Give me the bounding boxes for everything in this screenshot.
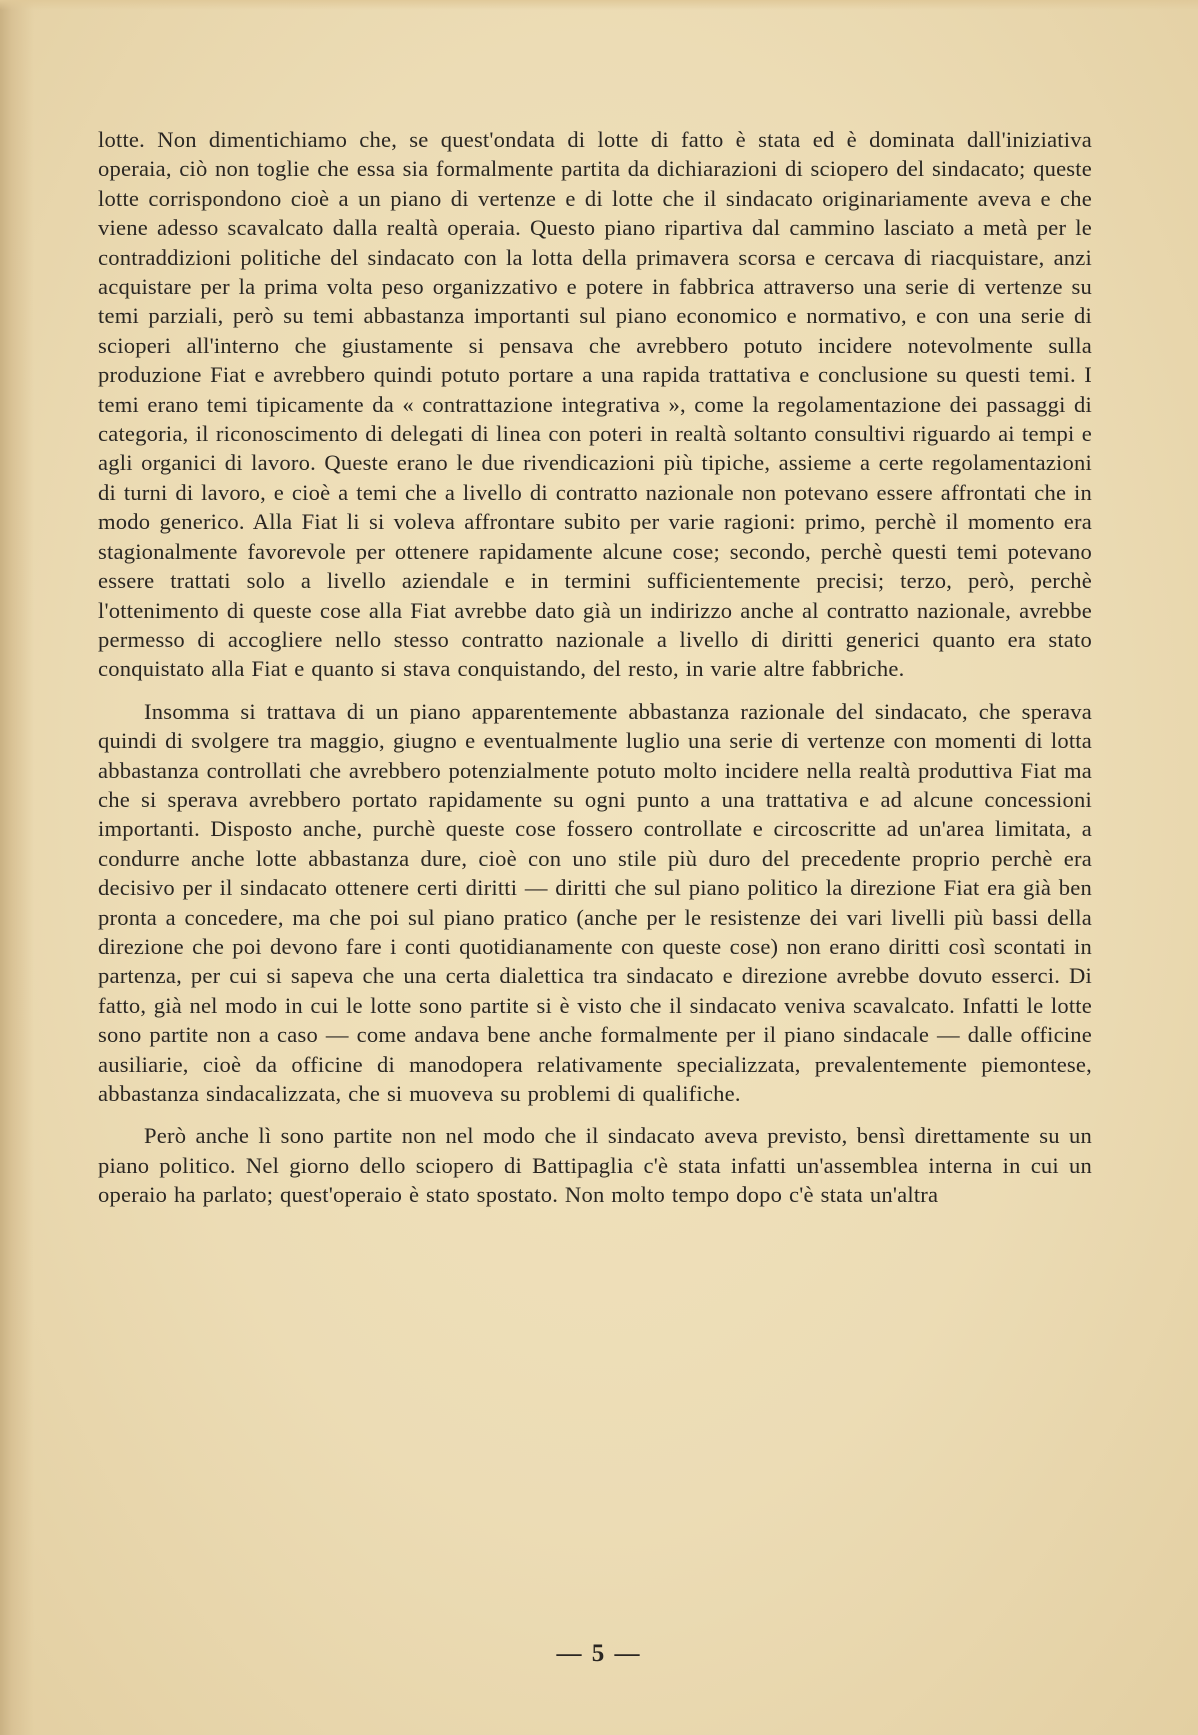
paragraph-1: lotte. Non dimentichiamo che, se quest'ondata di lotte di fatto è stata ed è dominata dall'iniziativa operaia, ciò non toglie che essa sia formalmente partita da dichiarazioni di sciopero del sindacato; queste lotte corrispondono cioè a un piano di vertenze e di lotte che il sindacato originariamente aveva e che viene adesso scavalcato dalla realtà operaia. Questo piano ripartiva dal cammino lasciato a metà per le contraddizioni politiche del sindacato con la lotta della primavera scorsa e cercava di riacquistare, anzi acquistare per la prima volta peso organizzativo e potere in fabbrica attraverso una serie di vertenze su temi parziali, però su temi abbastanza importanti sul piano economico e normativo, e con una serie di scioperi all'interno che giustamente si pensava che avrebbero potuto incidere notevolmente sulla produzione Fiat e avrebbero quindi potuto portare a una rapida trattativa e conclusione su questi temi. I temi erano temi tipicamente da « contrattazione integrativa », come la regolamentazione dei passaggi di categoria, il riconoscimento di delegati di linea con poteri in realtà soltanto consultivi riguardo ai tempi e agli organici di lavoro. Queste erano le due rivendicazioni più tipiche, assieme a certe regolamentazioni di turni di lavoro, e cioè a temi che a livello di contratto nazionale non potevano essere affrontati che in modo generico. Alla Fiat li si voleva affrontare subito per varie ragioni: primo, perchè il momento era stagionalmente favorevole per ottenere rapidamente alcune cose; secondo, perchè questi temi potevano essere trattati solo a livello aziendale e in termini sufficientemente precisi; terzo, però, perchè l'ottenimento di queste cose alla Fiat avrebbe dato già un indirizzo anche al contratto nazionale, avrebbe permesso di accogliere nello stesso contratto nazionale a livello di diritti generici quanto era stato conquistato alla Fiat e quanto si stava conquistando, del resto, in varie altre fabbriche. (98, 127, 1092, 682)
spine-shadow (0, 0, 34, 1735)
body-text (98, 125, 1092, 1210)
paragraph-3: Però anche lì sono partite non nel modo che il sindacato aveva previsto, bensì direttamente su un piano politico. Nel giorno dello sciopero di Battipaglia c'è stata infatti un'assemblea interna in cui un operaio ha parlato; quest'operaio è stato spostato. Non molto tempo dopo c'è stata un'altra (98, 1123, 1092, 1208)
page-number: — 5 — (556, 1640, 642, 1667)
paragraph-2: Insomma si trattava di un piano apparentemente abbastanza razionale del sindacato, che sperava quindi di svolgere tra maggio, giugno e eventualmente luglio una serie di vertenze con momenti di lotta abbastanza controllati che avrebbero potenzialmente potuto molto incidere nella realtà produttiva Fiat ma che si sperava avrebbero portato rapidamente su ogni punto a una trattativa e ad alcune concessioni importanti. Disposto anche, purchè queste cose fossero controllate e circoscritte ad un'area limitata, a condurre anche lotte abbastanza dure, cioè con uno stile più duro del precedente proprio perchè era decisivo per il sindacato ottenere certi diritti — diritti che sul piano politico la direzione Fiat era già ben pronta a concedere, ma che poi sul piano pratico (anche per le resistenze dei vari livelli più bassi della direzione che poi devono fare i conti quotidianamente con queste cose) non erano diritti così scontati in partenza, per cui si sapeva che una certa dialettica tra sindacato e direzione avrebbe dovuto esserci. Di fatto, già nel modo in cui le lotte sono partite si è visto che il sindacato veniva scavalcato. Infatti le lotte sono partite non a caso — come andava bene anche formalmente per il piano sindacale — dalle officine ausiliarie, cioè da officine di manodopera relativamente specializzata, prevalentemente piemontese, abbastanza sindacalizzata, che si muoveva su problemi di qualifiche. (98, 698, 1092, 1106)
top-edge (0, 0, 1198, 10)
